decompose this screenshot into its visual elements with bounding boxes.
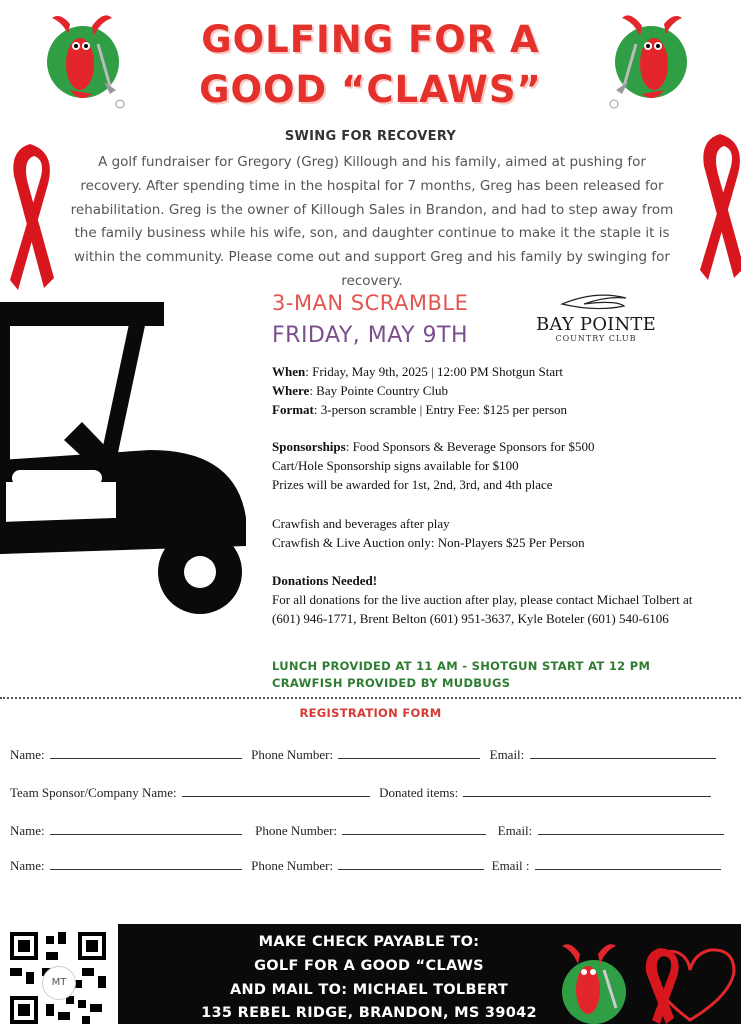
sponsor-label: Team Sponsor/Company Name: — [10, 785, 177, 800]
registration-row-2 — [10, 784, 736, 801]
subtitle: SWING FOR RECOVERY — [284, 129, 457, 144]
name-field[interactable] — [50, 857, 242, 870]
venue-logo-subtitle: COUNTRY CLUB — [555, 334, 637, 343]
red-ribbon-icon — [4, 140, 56, 290]
donations-info — [272, 571, 712, 628]
footer-line-3: AND MAIL TO: MICHAEL TOLBERT — [229, 982, 509, 998]
crawfish-golfer-icon — [608, 4, 694, 114]
phone-field[interactable] — [338, 746, 480, 759]
prizes-line: Prizes will be awarded for 1st, 2nd, 3rd, and 4th place — [272, 477, 553, 492]
donations-text: For all donations for the live auction after play, please contact Michael Tolbert at (601) 946-1771, Brent Belton (601) 951-3637, Kyle Boteler (601) 540-6106 — [272, 592, 693, 626]
red-ribbon-icon — [694, 130, 741, 280]
qr-center-badge: MT — [42, 966, 76, 1000]
when-label: When — [272, 364, 306, 379]
sponsorships-line — [272, 437, 712, 456]
email-field[interactable] — [530, 746, 716, 759]
mudbugs-notice: CRAWFISH PROVIDED BY MUDBUGS — [272, 676, 511, 690]
email-field[interactable] — [538, 822, 724, 835]
name-label: Name: — [10, 747, 45, 762]
where-line — [272, 381, 712, 400]
footer-line-1: MAKE CHECK PAYABLE TO: — [258, 934, 480, 950]
registration-row-3 — [10, 822, 736, 839]
crawfish-golfer-icon — [554, 934, 630, 1024]
email-label: Email: — [497, 823, 533, 838]
registration-form-title: REGISTRATION FORM — [299, 706, 442, 720]
where-label: Where — [272, 383, 310, 398]
when-line — [272, 362, 712, 381]
sponsorships-label: Sponsorships — [272, 439, 346, 454]
title-line-1: GOLFING FOR A — [201, 18, 540, 61]
lunch-notice: LUNCH PROVIDED AT 11 AM - SHOTGUN START AT 12 PM — [272, 659, 651, 673]
when-value: : Friday, May 9th, 2025 | 12:00 PM Shotgun Start — [305, 364, 564, 379]
email-label: Email: — [489, 747, 525, 762]
phone-field[interactable] — [338, 857, 484, 870]
sponsorships-value: : Food Sponsors & Beverage Sponsors for $500 — [345, 439, 595, 454]
name-field[interactable] — [50, 746, 242, 759]
event-format-heading: 3-MAN SCRAMBLE — [272, 291, 469, 315]
venue-logo-name: BAY POINTE — [536, 314, 656, 335]
donated-items-label: Donated items: — [379, 785, 459, 800]
crawfish-info — [272, 514, 712, 552]
email-label: Email : — [491, 858, 530, 873]
format-label: Format — [272, 402, 314, 417]
signs-line: Cart/Hole Sponsorship signs available for $100 — [272, 458, 519, 473]
phone-label: Phone Number: — [255, 823, 338, 838]
footer-line-4: 135 REBEL RIDGE, BRANDON, MS 39042 — [201, 1005, 537, 1021]
phone-label: Phone Number: — [251, 747, 334, 762]
donations-heading: Donations Needed! — [272, 573, 378, 588]
golf-cart-icon — [0, 300, 250, 620]
name-label: Name: — [10, 858, 45, 873]
title-line-2: GOOD “CLAWS” — [199, 68, 542, 111]
sponsorship-info — [272, 437, 712, 494]
intro-paragraph: A golf fundraiser for Gregory (Greg) Killough and his family, aimed at pushing for recovery. After spending time in the hospital for 7 months, Greg has been released for rehabilitation. Greg is the owner of Killough Sales in Brandon, and had to step away from the family business while his wife, son, and daughter continue to make it the staple it is within the community. Please come out and support Greg and his family by swinging for recovery. — [70, 154, 674, 289]
registration-row-4 — [10, 857, 736, 874]
crawfish-after-line: Crawfish and beverages after play — [272, 516, 450, 531]
name-field[interactable] — [50, 822, 242, 835]
sponsor-field[interactable] — [182, 784, 370, 797]
dotted-divider — [0, 697, 741, 699]
crawfish-golfer-icon — [40, 4, 126, 114]
email-field[interactable] — [535, 857, 721, 870]
footer-line-2: GOLF FOR A GOOD “CLAWS — [254, 958, 484, 974]
crawfish-auction-line: Crawfish & Live Auction only: Non-Players $25 Per Person — [272, 535, 585, 550]
donated-items-field[interactable] — [463, 784, 711, 797]
format-line — [272, 400, 712, 419]
phone-field[interactable] — [342, 822, 486, 835]
name-label: Name: — [10, 823, 45, 838]
ribbon-heart-icon — [630, 940, 738, 1024]
format-value: : 3-person scramble | Entry Fee: $125 per person — [313, 402, 568, 417]
event-logistics — [272, 362, 712, 419]
registration-row-1 — [10, 746, 736, 763]
where-value: : Bay Pointe Country Club — [309, 383, 448, 398]
event-date-heading: FRIDAY, MAY 9TH — [272, 323, 468, 348]
phone-label: Phone Number: — [251, 858, 334, 873]
